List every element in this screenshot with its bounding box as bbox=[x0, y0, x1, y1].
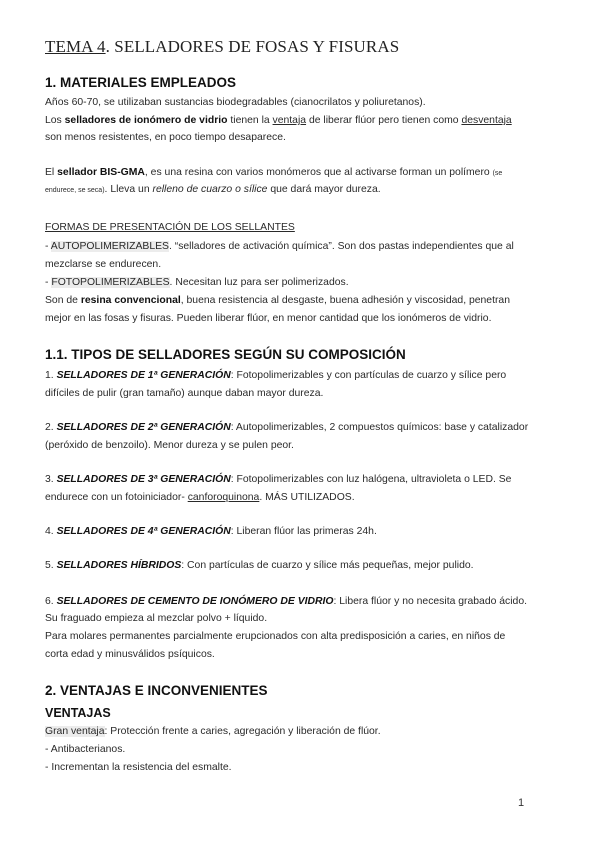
list-item: 3. SELLADORES DE 3ª GENERACIÓN: Fotopolimerizables con luz halógena, ultravioleta o LED. Se bbox=[45, 474, 512, 485]
paragraph-line: endurece, se seca). Lleva un relleno de cuarzo o sílice que dará mayor dureza. bbox=[45, 184, 381, 195]
list-item: 2. SELLADORES DE 2ª GENERACIÓN: Autopolimerizables, 2 compuestos químicos: base y catalizador bbox=[45, 422, 529, 433]
list-item-continued: endurece con un fotoiniciador- canforoquinona. MÁS UTILIZADOS. bbox=[45, 492, 355, 503]
paragraph-line: Gran ventaja: Protección frente a caries, agregación y liberación de flúor. bbox=[45, 726, 381, 737]
list-item: 6. SELLADORES DE CEMENTO DE IONÓMERO DE VIDRIO: Libera flúor y no necesita grabado ácido. bbox=[45, 596, 527, 607]
paragraph-line: Los selladores de ionómero de vidrio tienen la ventaja de liberar flúor pero tienen como desventaja bbox=[45, 115, 512, 126]
section-heading-tipos: 1.1. TIPOS DE SELLADORES SEGÚN SU COMPOSICIÓN bbox=[45, 347, 406, 362]
page-title: TEMA 4. SELLADORES DE FOSAS Y FISURAS bbox=[45, 37, 400, 56]
section-heading-materiales: 1. MATERIALES EMPLEADOS bbox=[45, 75, 237, 90]
paragraph-line: - FOTOPOLIMERIZABLES. Necesitan luz para ser polimerizados. bbox=[45, 277, 349, 288]
list-item-continued: corta edad y minusválidos psíquicos. bbox=[45, 649, 215, 660]
list-item: 4. SELLADORES DE 4ª GENERACIÓN: Liberan flúor las primeras 24h. bbox=[45, 526, 377, 537]
list-item: 1. SELLADORES DE 1ª GENERACIÓN: Fotopolimerizables y con partículas de cuarzo y sílice pero bbox=[45, 370, 507, 381]
list-item-continued: Su fraguado empieza al mezclar polvo + líquido. bbox=[45, 613, 268, 624]
paragraph-line: El sellador BIS-GMA, es una resina con varios monómeros que al activarse forman un polímero (se bbox=[45, 167, 503, 178]
paragraph-line: - Incrementan la resistencia del esmalte. bbox=[45, 762, 232, 773]
subheading-ventajas: VENTAJAS bbox=[45, 706, 111, 720]
paragraph-line: mezclarse se endurecen. bbox=[45, 259, 162, 270]
section-heading-ventajas: 2. VENTAJAS E INCONVENIENTES bbox=[45, 683, 268, 698]
paragraph-line: Son de resina convencional, buena resistencia al desgaste, buena adhesión y viscosidad, penetran bbox=[45, 295, 510, 306]
paragraph-line: mejor en las fosas y fisuras. Pueden liberar flúor, en menor cantidad que los ionómeros de vidrio. bbox=[45, 313, 492, 324]
paragraph-line: - Antibacterianos. bbox=[45, 744, 126, 755]
paragraph-line: Años 60-70, se utilizaban sustancias biodegradables (cianocrilatos y poliuretanos). bbox=[45, 97, 426, 108]
list-item-continued: Para molares permanentes parcialmente erupcionados con alta predisposición a caries, en niños de bbox=[45, 631, 506, 642]
list-item: 5. SELLADORES HÍBRIDOS: Con partículas de cuarzo y sílice más pequeñas, mejor pulido. bbox=[45, 560, 474, 571]
subheading-formas: FORMAS DE PRESENTACIÓN DE LOS SELLANTES bbox=[45, 222, 295, 233]
paragraph-line: - AUTOPOLIMERIZABLES. “selladores de activación química”. Son dos pastas independientes que al bbox=[45, 241, 514, 252]
list-item-continued: (peróxido de benzoilo). Menor dureza y se pulen peor. bbox=[45, 440, 294, 451]
page-number: 1 bbox=[518, 797, 525, 809]
paragraph-line: son menos resistentes, en poco tiempo desaparece. bbox=[45, 132, 286, 143]
list-item-continued: difíciles de pulir (gran tamaño) aunque daban mayor dureza. bbox=[45, 388, 324, 399]
